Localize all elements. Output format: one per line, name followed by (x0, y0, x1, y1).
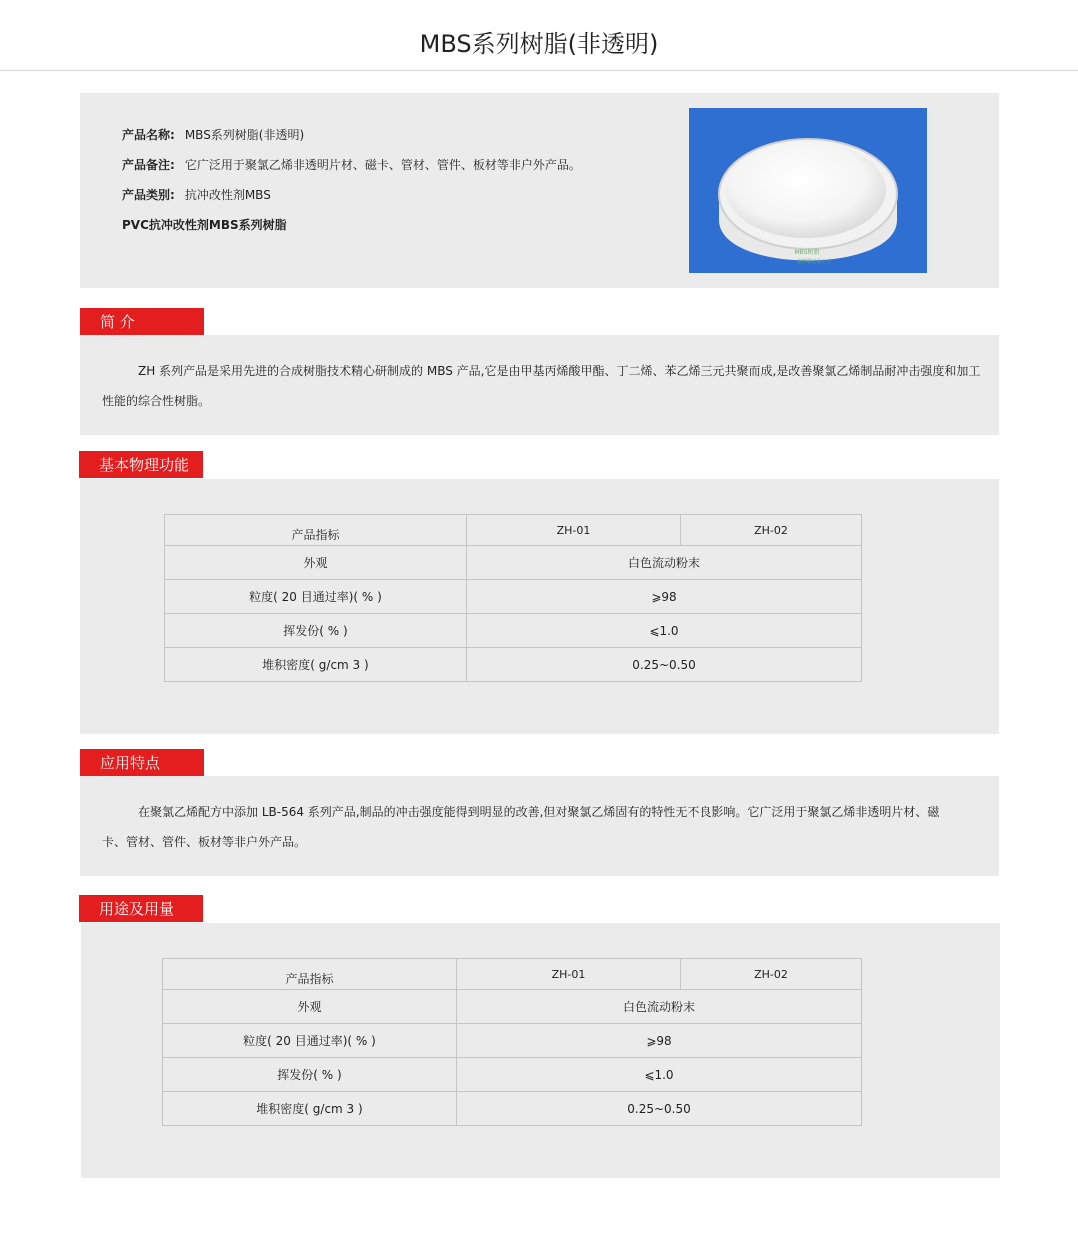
intro-panel (80, 335, 999, 435)
table-row (163, 1092, 862, 1126)
table-row (165, 580, 862, 614)
table-cell-value: ⩽1.0 (467, 614, 862, 648)
product-category-label: 产品类别: (122, 188, 175, 202)
table-header-cell: ZH-01 (457, 959, 681, 990)
table-cell-label: 堆积密度( g/cm 3 ) (165, 648, 467, 682)
usage-panel (81, 923, 1000, 1178)
table-cell-label: 粒度( 20 目通过率)( % ) (163, 1024, 457, 1058)
product-name-value: MBS系列树脂(非透明) (184, 128, 305, 142)
tab-intro: 简 介 (80, 308, 204, 335)
intro-text: ZH 系列产品是采用先进的合成树脂技术精心研制成的 MBS 产品,它是由甲基丙烯酸甲酯、丁二烯、苯乙烯三元共聚而成,是改善聚氯乙烯制品耐冲击强度和加工性能的综合性树脂。 (102, 364, 981, 408)
table-cell-label: 外观 (165, 546, 467, 580)
table-cell-value: 白色流动粉末 (467, 546, 862, 580)
product-name-row (122, 126, 304, 143)
product-photo (689, 108, 927, 273)
physical-panel (80, 479, 999, 734)
table-cell-value: ⩾98 (457, 1024, 862, 1058)
product-note-label: 产品备注: (122, 158, 175, 172)
photo-caption: MBS树脂 (794, 249, 820, 256)
table-row (165, 614, 862, 648)
table-cell-value: 0.25~0.50 (457, 1092, 862, 1126)
table-cell-label: 挥发份( % ) (165, 614, 467, 648)
photo-subcaption: 淄博联冠高分子 (796, 259, 832, 265)
table-cell-value: ⩾98 (467, 580, 862, 614)
table-cell-label: 粒度( 20 目通过率)( % ) (165, 580, 467, 614)
table-cell-value: 0.25~0.50 (467, 648, 862, 682)
table-header-row (165, 515, 862, 546)
features-text: 在聚氯乙烯配方中添加 LB-564 系列产品,制品的冲击强度能得到明显的改善,但对聚氯乙烯固有的特性无不良影响。它广泛用于聚氯乙烯非透明片材、磁卡、管材、管件、板材等非户外产品。 (102, 805, 940, 849)
table-row (163, 990, 862, 1024)
table-header-cell: 产品指标 (165, 515, 467, 546)
product-summary (80, 93, 999, 288)
spec-table-physical (164, 514, 862, 682)
table-header-row (163, 959, 862, 990)
table-row (163, 1058, 862, 1092)
table-cell-value: ⩽1.0 (457, 1058, 862, 1092)
features-panel (80, 776, 999, 876)
table-cell-label: 堆积密度( g/cm 3 ) (163, 1092, 457, 1126)
table-header-cell: 产品指标 (163, 959, 457, 990)
table-header-cell: ZH-01 (467, 515, 681, 546)
product-note-value: 它广泛用于聚氯乙烯非透明片材、磁卡、管材、管件、板材等非户外产品。 (184, 158, 581, 172)
product-tagline: PVC抗冲改性剂MBS系列树脂 (122, 218, 287, 232)
tab-features: 应用特点 (80, 749, 204, 776)
product-category-value: 抗冲改性剂MBS (184, 188, 271, 202)
tab-physical: 基本物理功能 (79, 451, 203, 478)
table-cell-label: 挥发份( % ) (163, 1058, 457, 1092)
table-row (165, 546, 862, 580)
tab-usage: 用途及用量 (79, 895, 203, 922)
product-name-label: 产品名称: (122, 128, 175, 142)
product-category-row (122, 186, 271, 203)
table-header-cell: ZH-02 (681, 959, 862, 990)
table-cell-value: 白色流动粉末 (457, 990, 862, 1024)
table-row (165, 648, 862, 682)
page-title: MBS系列树脂(非透明) (0, 0, 1078, 71)
product-note-row (122, 156, 581, 173)
table-header-cell: ZH-02 (681, 515, 862, 546)
table-cell-label: 外观 (163, 990, 457, 1024)
spec-table-usage (162, 958, 862, 1126)
table-row (163, 1024, 862, 1058)
